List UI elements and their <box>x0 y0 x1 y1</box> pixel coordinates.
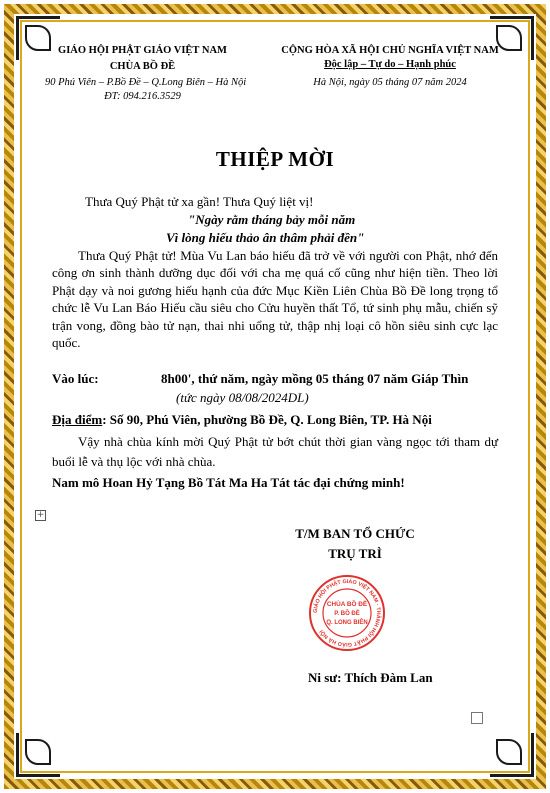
intro-paragraph <box>52 247 498 351</box>
intro-text: Thưa Quý Phật tử! Mùa Vu Lan báo hiếu đã trở về với người con Phật, nhớ đến công ơn sinh thành dưỡng dục đối với cha mẹ quá cố cũng như hiện tiền. Theo lời Phật dạy và noi gương hiếu hạnh của đức Mục Kiền Liên Chùa Bồ Đề long trọng tổ chức lễ Vu Lan Báo Hiếu cầu siêu cho Cửu huyền thất Tổ, tứ sinh phụ mẫu, chiến sỹ trận vong, đồng bào tử nạn, thai nhi uổng tử, thập nhị loại cô hồn siêu sinh cực lạc quốc. <box>52 248 498 351</box>
invite-paragraph <box>52 432 498 472</box>
national-motto: Độc lập – Tự do – Hạnh phúc <box>324 59 456 70</box>
time-value: 8h00', thứ năm, ngày mồng 05 tháng 07 năm Giáp Thìn <box>161 371 469 386</box>
time-solar-date: (tức ngày 08/08/2024DL) <box>176 390 309 405</box>
time-label: Vào lúc: <box>52 371 99 386</box>
location-value: : Số 90, Phú Viên, phường Bồ Đề, Q. Long Biên, TP. Hà Nội <box>102 412 432 427</box>
signer-name: Ni sư: Thích Đàm Lan <box>308 670 433 685</box>
seal-line-1: CHÙA BỒ ĐỀ <box>326 601 368 608</box>
temple-address: 90 Phú Viên – P.Bồ Đề – Q.Long Biên – Hà Nội <box>45 77 247 88</box>
corner-ornament-bottom-right <box>490 733 534 777</box>
header-left <box>45 44 247 104</box>
document-date: Hà Nội, ngày 05 tháng 07 năm 2024 <box>313 77 467 88</box>
org-name: GIÁO HỘI PHẬT GIÁO VIỆT NAM <box>58 45 227 56</box>
page-title: THIỆP MỜI <box>215 147 335 171</box>
location-label: Địa điểm <box>52 412 103 427</box>
seal-ring-text: GIÁO HỘI PHẬT GIÁO VIỆT NAM · THÀNH HỘI PHẬT GIÁO HÀ NỘI <box>312 578 382 648</box>
verse-line-2: Vì lòng hiếu thảo ân thâm phải đền" <box>166 230 365 245</box>
move-handle-icon[interactable]: + <box>36 510 45 520</box>
signature-role-2: TRỤ TRÌ <box>328 546 382 561</box>
invite-text: Vậy nhà chùa kính mời Quý Phật tử bớt chút thời gian vàng ngọc tới tham dự buổi lễ và thụ lộc với nhà chùa. <box>52 434 498 469</box>
location <box>52 411 432 428</box>
country-name: CỘNG HÒA XÃ HỘI CHỦ NGHĨA VIỆT NAM <box>281 45 499 56</box>
verse-line-1: "Ngày rằm tháng bảy mỗi năm <box>188 212 356 227</box>
closing-line: Nam mô Hoan Hỷ Tạng Bồ Tát Ma Ha Tát tác đại chứng minh! <box>52 475 405 490</box>
corner-ornament-bottom-left <box>16 733 60 777</box>
signature-role-1: T/M BAN TỔ CHỨC <box>295 526 415 541</box>
greeting: Thưa Quý Phật tử xa gần! Thưa Quý liệt vị! <box>85 194 314 209</box>
temple-name: CHÙA BỒ ĐỀ <box>109 61 176 72</box>
temple-phone: ĐT: 094.216.3529 <box>104 91 181 102</box>
checkbox-icon[interactable] <box>471 712 483 724</box>
seal-line-2: P. BỒ ĐỀ <box>334 611 360 617</box>
seal-line-3: Q. LONG BIÊN <box>326 620 368 626</box>
header-right <box>270 44 510 90</box>
temple-seal <box>308 574 386 652</box>
